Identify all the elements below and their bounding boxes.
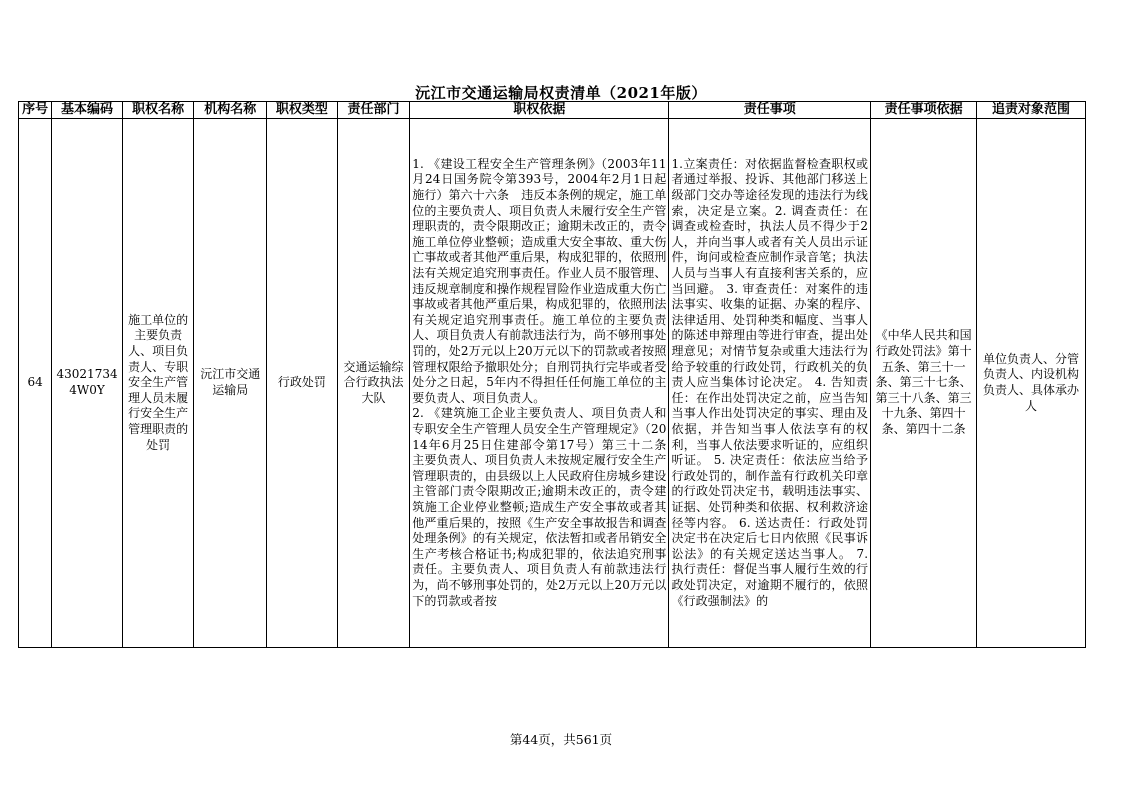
page-title: 沅江市交通运输局权责清单（2021年版） bbox=[415, 84, 707, 102]
header-scope: 追责对象范围 bbox=[977, 102, 1086, 119]
cell-scope: 单位负责人、分管负责人、内设机构负责人、具体承办人 bbox=[977, 119, 1086, 648]
table-row bbox=[19, 119, 1086, 648]
cell-power-name: 施工单位的主要负责人、项目负责人、专职安全生产管理人员未履行安全生产管理职责的处罚 bbox=[122, 119, 194, 648]
header-basis: 职权依据 bbox=[410, 102, 669, 119]
cell-duties: 1.立案责任：对依据监督检查职权或者通过举报、投诉、其他部门移送上级部门交办等途径发现的违法行为线索，决定是立案。2. 调查责任：在调查或检查时，执法人员不得少于2人，并向当事人或者有关人员出示证件，询问或检查应制作录音笔；执法人员与当事人有直接利害关系的，应当回避。 3. 审查责任：对案件的违法事实、收集的证据、办案的程序、法律适用、处罚种类和幅度、当事人的陈述申辩理由等进行审查，提出处理意见；对情节复杂或重大违法行为给予较重的行政处罚，行政机关的负责人应当集体讨论决定。 4. 告知责任：在作出处罚决定之前，应当告知当事人作出处罚决定的事实、理由及依据，并告知当事人依法享有的权利，当事人依法要求听证的，应组织听证。 5. 决定责任：依法应当给予行政处罚的，制作盖有行政机关印章的行政处罚决定书，载明违法事实、证据、处罚种类和依据、权利救济途径等内容。 6. 送达责任：行政处罚决定书在决定后七日内依照《民事诉讼法》的有关规定送达当事人。 7. 执行责任：督促当事人履行生效的行政处罚决定，对逾期不履行的，依照《行政强制法》的 bbox=[669, 119, 871, 648]
header-seq: 序号 bbox=[19, 102, 52, 119]
header-power-type: 职权类型 bbox=[267, 102, 338, 119]
cell-code: 430217344W0Y bbox=[52, 119, 123, 648]
cell-duty-basis: 《中华人民共和国行政处罚法》第十五条、第三十一条、第三十七条、第三十八条、第三十九条、第四十条、第四十二条 bbox=[871, 119, 977, 648]
page-number: 第44页，共561页 bbox=[509, 732, 613, 747]
table-header-row bbox=[19, 102, 1086, 119]
header-duties: 责任事项 bbox=[669, 102, 871, 119]
header-duty-basis: 责任事项依据 bbox=[871, 102, 977, 119]
header-dept: 责任部门 bbox=[337, 102, 410, 119]
cell-org-name: 沅江市交通运输局 bbox=[194, 119, 267, 648]
cell-seq: 64 bbox=[19, 119, 52, 648]
header-power-name: 职权名称 bbox=[122, 102, 194, 119]
basis-paragraph-2: 2. 《建筑施工企业主要负责人、项目负责人和专职安全生产管理人员安全生产管理规定》（2014年6月25日住建部令第17号）第三十二条 主要负责人、项目负责人未按规定履行安全生产管理职责的，由县级以上人民政府住房城乡建设主管部门责令限期改正;逾期未改正的，责令建筑施工企业停业整顿;造成生产安全事故或者其他严重后果的，按照《生产安全事故报告和调查处理条例》的有关规定，依法暂扣或者吊销安全生产考核合格证书;构成犯罪的，依法追究刑事责任。主要负责人、项目负责人有前款违法行为，尚不够刑事处罚的，处2万元以上20万元以下的罚款或者按 bbox=[412, 406, 667, 608]
cell-basis bbox=[410, 119, 669, 648]
cell-power-type: 行政处罚 bbox=[267, 119, 338, 648]
header-org-name: 机构名称 bbox=[194, 102, 267, 119]
responsibility-table bbox=[18, 101, 1086, 648]
basis-paragraph-1: 1. 《建设工程安全生产管理条例》（2003年11月24日国务院令第393号，2004年2月1日起施行）第六十六条 违反本条例的规定，施工单位的主要负责人、项目负责人未履行安全生产管理职责的，责令限期改正；逾期未改正的，责令施工单位停业整顿；造成重大安全事故、重大伤亡事故或者其他严重后果，构成犯罪的，依照刑法有关规定追究刑事责任。作业人员不服管理、违反规章制度和操作规程冒险作业造成重大伤亡事故或者其他严重后果，构成犯罪的，依照刑法有关规定追究刑事责任。施工单位的主要负责人、项目负责人有前款违法行为，尚不够刑事处罚的，处2万元以上20万元以下的罚款或者按照管理权限给予撤职处分；自刑罚执行完毕或者受处分之日起，5年内不得担任任何施工单位的主要负责人、项目负责人。 bbox=[412, 156, 667, 405]
header-code: 基本编码 bbox=[52, 102, 123, 119]
cell-dept: 交通运输综合行政执法大队 bbox=[337, 119, 410, 648]
